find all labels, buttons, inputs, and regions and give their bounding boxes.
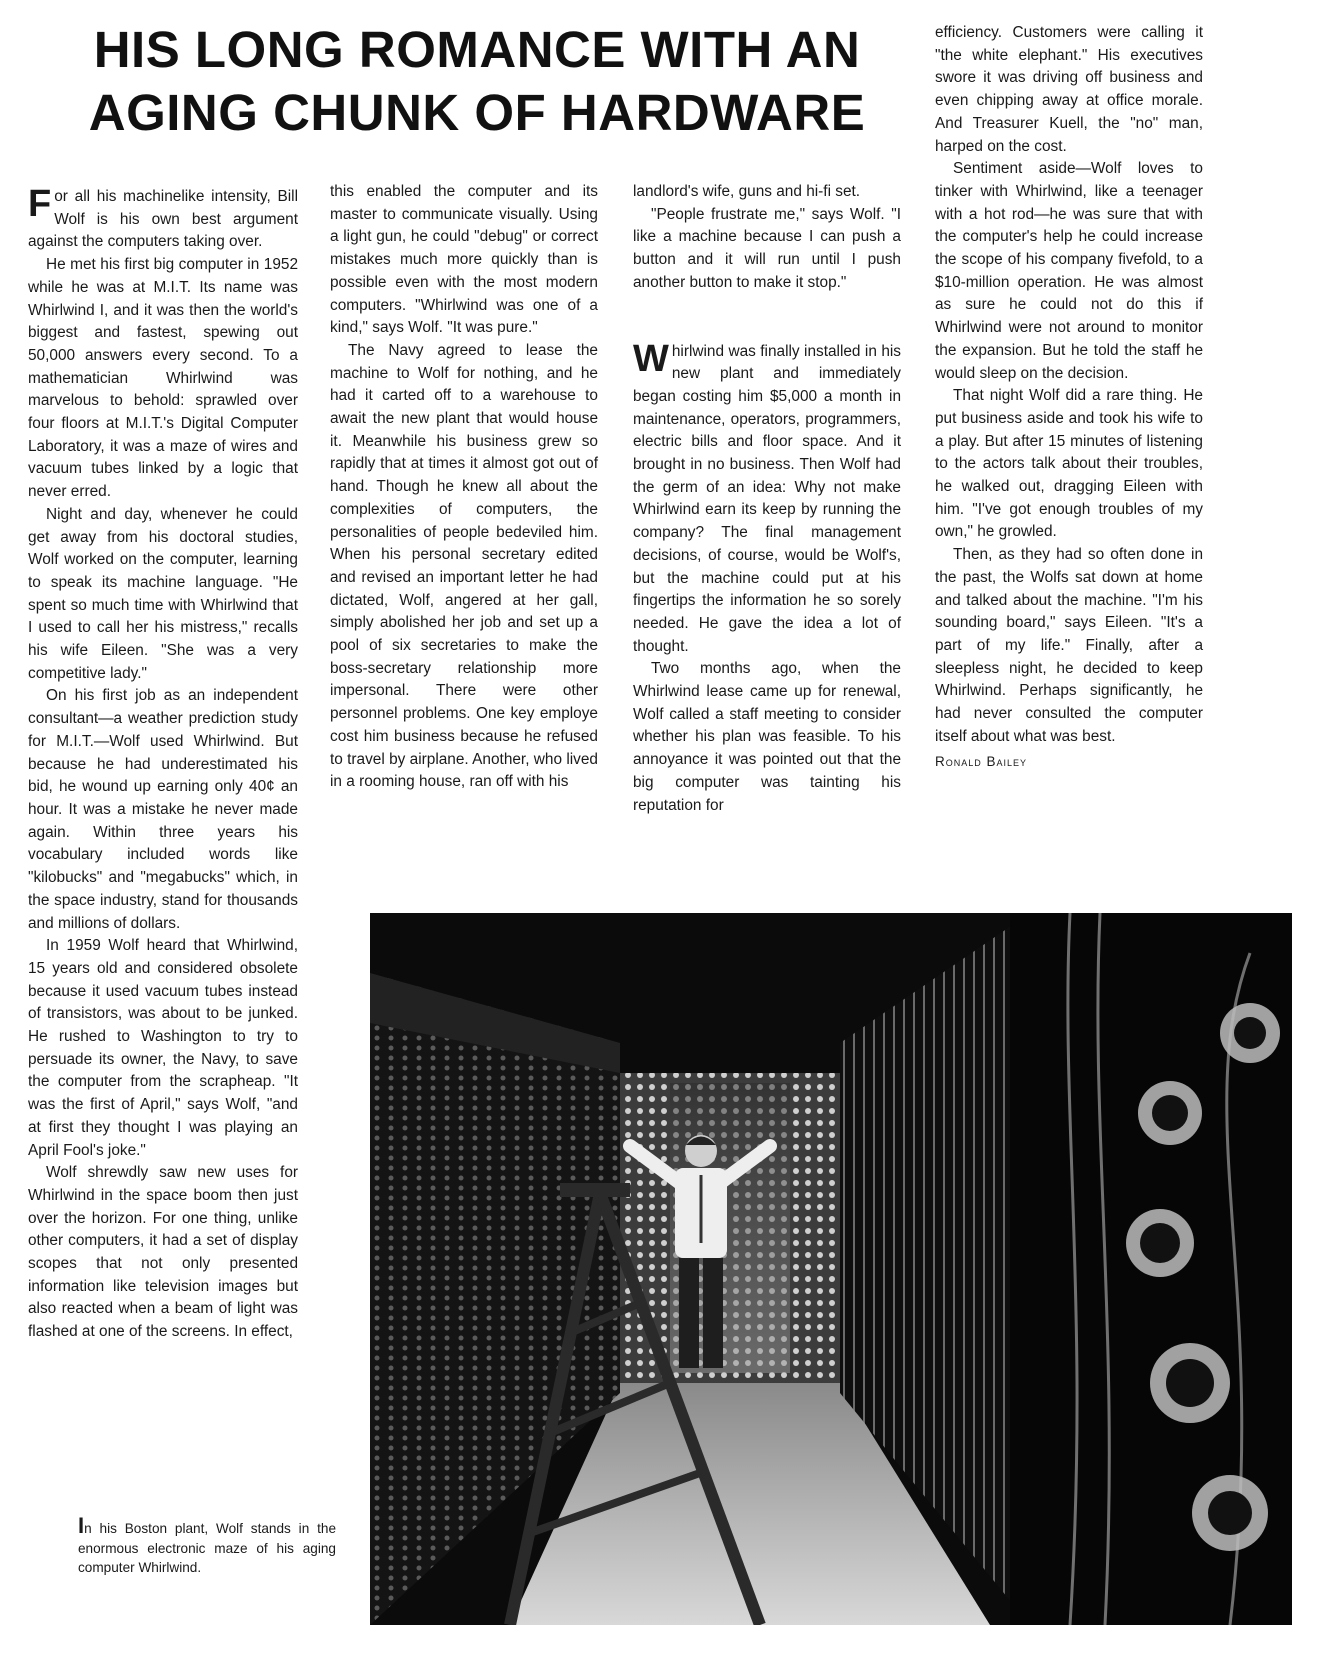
paragraph: "People frustrate me," says Wolf. "I like a machine because I can push a button and it will run until I push another button to make it stop.": [633, 205, 901, 291]
column-2: [330, 181, 598, 794]
paragraph: Night and day, whenever he could get away from his doctoral studies, Wolf worked on the computer, learning to speak its machine language. "He spent so much time with Whirlwind that I used to call her his mistress," recalls his wife Eileen. "She was a very competitive lady.": [28, 505, 298, 682]
column-1: [28, 183, 298, 1344]
paragraph: Then, as they had so often done in the past, the Wolfs sat down at home and talked about the machine. "I'm his sounding board," says Eileen. "It's a part of my life." Finally, after a sleepless night, he decided to keep Whirlwind. Perhaps significantly, he had never consulted the computer itself about what was best.: [935, 546, 1203, 745]
column-3: [633, 181, 901, 817]
paragraph: Two months ago, when the Whirlwind lease came up for renewal, Wolf called a staff meeting to consider whether his plan was feasible. To his annoyance it was pointed out that the big computer was tainting his reputation for: [633, 660, 901, 814]
dropcap: W: [633, 337, 669, 380]
paragraph: Wolf shrewdly saw new uses for Whirlwind in the space boom then just over the horizon. For one thing, unlike other computers, it had a set of display scopes that not only presented information like television images but also reacted when a beam of light was flashed at one of the screens. In effect,: [28, 1164, 298, 1341]
paragraph: Whirlwind was finally installed in his new plant and immediately began costing him $5,000 a month in maintenance, operators, programmers, electric bills and floor space. And it brought in no business. Then Wolf had the germ of an idea: Why not make Whirlwind earn its keep by running the company? The final management decisions, of course, would be Wolf's, but the machine could put at his fingertips the information he so sorely needed. He gave the idea a lot of thought.: [633, 337, 901, 655]
photo-caption: In his Boston plant, Wolf stands in the enormous electronic maze of his aging computer Whirlwind.: [78, 1513, 336, 1575]
headline: HIS LONG ROMANCE WITH AN AGING CHUNK OF HARDWARE: [88, 21, 866, 141]
dropcap: F: [28, 183, 52, 225]
caption-initial: I: [78, 1513, 85, 1538]
paragraph: He met his first big computer in 1952 while he was at M.I.T. Its name was Whirlwind I, and it was then the world's biggest and fastest, spewing out 50,000 answers every second. To a mathematician Whirlwind was marvelous to behold: sprawled over four floors at M.I.T.'s Digital Computer Laboratory, it was a maze of wires and vacuum tubes linked by a logic that never erred.: [28, 256, 298, 501]
paragraph: That night Wolf did a rare thing. He put business aside and took his wife to a play. But after 15 minutes of listening to the actors talk about their troubles, he walked out, dragging Eileen with him. "I've got enough troubles of my own," he growled.: [935, 387, 1203, 541]
paragraph: landlord's wife, guns and hi-fi set.: [633, 183, 861, 200]
paragraph: In 1959 Wolf heard that Whirlwind, 15 years old and considered obsolete because it used vacuum tubes instead of transistors, was about to be junked. He rushed to Washington to try to persuade its owner, the Navy, to save the computer from the scrapheap. "It was the first of April," says Wolf, "and at first they thought I was playing an April Fool's joke.": [28, 937, 298, 1159]
column-4: [935, 22, 1203, 773]
paragraph: On his first job as an independent consultant—a weather prediction study for M.I.T.—Wolf used Whirlwind. But because he had underestimated his bid, he wound up earning only 40¢ an hour. It was a mistake he never made again. Within three years his vocabulary included words like "kilobucks" and "megabucks" which, in the space industry, stand for thousands and millions of dollars.: [28, 687, 298, 932]
paragraph: efficiency. Customers were calling it "the white elephant." His executives swore it was driving off business and even chipping away at office morale. And Treasurer Kuell, the "no" man, harped on the cost.: [935, 24, 1203, 155]
paragraph: Sentiment aside—Wolf loves to tinker with Whirlwind, like a teenager with a hot rod—he was sure that with the computer's help he could increase the scope of his company fivefold, to a $10-million operation. He was almost as sure he could not do this if Whirlwind were not around to monitor the expansion. But he told the staff he would sleep on the decision.: [935, 160, 1203, 382]
paragraph: The Navy agreed to lease the machine to Wolf for nothing, and he had it carted off to a warehouse to await the new plant that would house it. Meanwhile his business grew so rapidly that at times it almost got out of hand. Though he knew all about the complexities of computers, the personalities of people bedeviled him. When his personal secretary edited and revised an important letter he had dictated, Wolf, angered at her gall, simply abolished her job and set up a pool of six secretaries to make the boss-secretary relationship more impersonal. There were other personnel problems. One key employe cost him business because he refused to travel by airplane. Another, who lived in a rooming house, ran off with his: [330, 341, 598, 791]
paragraph: For all his machinelike intensity, Bill Wolf is his own best argument against the computers taking over.: [28, 183, 298, 251]
paragraph: this enabled the computer and its master to communicate visually. Using a light gun, he could "debug" or correct mistakes much more quickly than is possible even with the most modern computers. "Whirlwind was one of a kind," says Wolf. "It was pure.": [330, 183, 598, 337]
photo-whirlwind-computer: [370, 913, 1292, 1625]
byline: Ronald Bailey: [935, 753, 1028, 769]
